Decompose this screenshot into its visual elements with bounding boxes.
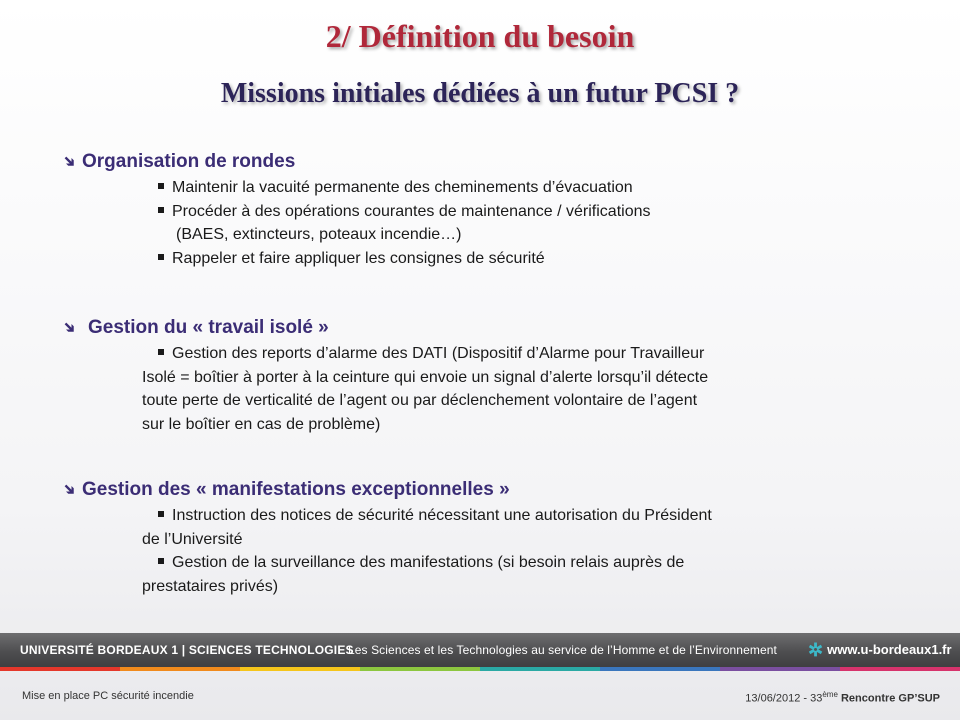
list-item-continuation: (BAES, extincteurs, poteaux incendie…) (176, 226, 462, 243)
slide-title: 2/ Définition du besoin (325, 18, 635, 54)
list-item-continuation: sur le boîtier en cas de problème) (142, 415, 381, 433)
section-heading: Organisation de rondes (82, 151, 296, 172)
square-bullet-icon (158, 183, 164, 189)
square-bullet-icon (158, 254, 164, 260)
color-stripe (0, 667, 960, 671)
asterisk-logo-icon: ✲ (808, 640, 824, 660)
section-manifestations (60, 478, 930, 598)
section-travail-isole (60, 316, 930, 436)
arrow-bullet-icon: ➔ (58, 479, 80, 501)
square-bullet-icon (158, 558, 164, 564)
banner-university-name: UNIVERSITÉ BORDEAUX 1 | SCIENCES TECHNOLOGIES (20, 643, 354, 657)
university-banner (0, 633, 960, 667)
list-item: Rappeler et faire appliquer les consignes de sécurité (142, 247, 930, 271)
section-heading: Gestion des « manifestations exceptionnelles » (82, 479, 510, 500)
square-bullet-icon (158, 207, 164, 213)
list-item-continuation: toute perte de verticalité de l’agent ou par déclenchement volontaire de l’agent (142, 392, 698, 409)
slide-subtitle: Missions initiales dédiées à un futur PCSI ? (220, 78, 740, 109)
list-item-continuation: de l’Université (142, 530, 243, 548)
list-item: Maintenir la vacuité permanente des cheminements d’évacuation (142, 176, 930, 200)
list-item-continuation: Isolé = boîtier à porter à la ceinture qui envoie un signal d’alerte lorsqu’il détecte (142, 368, 709, 386)
section-rondes (60, 150, 930, 270)
list-item: Procéder à des opérations courantes de maintenance / vérifications (142, 200, 930, 224)
list-item: Instruction des notices de sécurité nécessitant une autorisation du Président (142, 504, 930, 528)
arrow-bullet-icon: ➔ (58, 151, 80, 173)
list-item: Gestion de la surveillance des manifestations (si besoin relais auprès de (142, 551, 930, 575)
list-item: Gestion des reports d’alarme des DATI (Dispositif d’Alarme pour Travailleur (142, 342, 930, 366)
square-bullet-icon (158, 511, 164, 517)
square-bullet-icon (158, 349, 164, 355)
list-item-continuation: prestataires privés) (142, 577, 279, 595)
footer-date-event: 13/06/2012 - 33ème Rencontre GP’SUP (745, 690, 940, 705)
banner-tagline: Les Sciences et les Technologies au service de l’Homme et de l’Environnement (348, 643, 777, 657)
footer-presentation-title: Mise en place PC sécurité incendie (22, 690, 194, 702)
banner-website-link[interactable]: ✲ www.u-bordeaux1.fr (808, 640, 952, 660)
section-heading: Gestion du « travail isolé » (88, 317, 329, 338)
arrow-bullet-icon: ➔ (58, 317, 80, 339)
